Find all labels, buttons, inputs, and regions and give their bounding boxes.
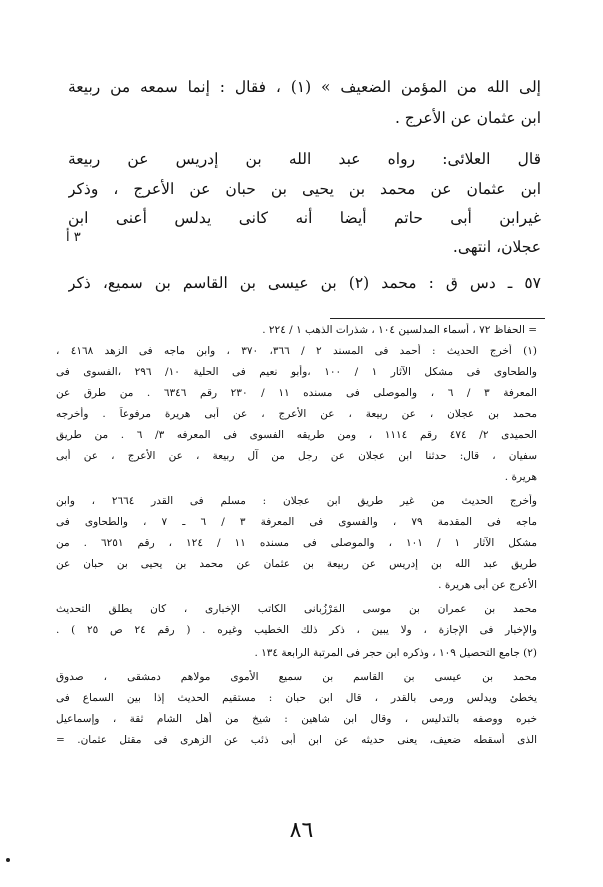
main-text-line: قال العلائى: رواه عبد الله بن إدريس عن ربيعة [68, 150, 541, 168]
footnote-line: خبره ووصفه بالتدليس ، وقال ابن شاهين : شيخ من أهل الشام ثقة ، وإسماعيل [56, 713, 537, 725]
main-text-line: ابن عثمان عن الأعرج . [394, 109, 541, 127]
footnote-line: مشكل الآثار ١ / ١٠١ ، والموصلى فى مسنده ١١ / ١٢٤ ، رقم ٦٢٥١ . من [56, 537, 537, 549]
footnote-line: محمد بن عيسى بن القاسم بن سميع الأموى مولاهم دمشقى ، صدوق [56, 671, 537, 683]
footnote-line: الأعرج عن أبى هريرة . [438, 579, 537, 591]
entry-heading-line: ٥٧ ـ دس ق : محمد (٢) بن عيسى بن القاسم بن سميع، ذكر [68, 274, 541, 292]
main-text-line: ابن عثمان عن محمد بن يحيى بن حبان عن الأعرج ، وذكر [68, 180, 541, 198]
footnote-line: المعرفة ٣ / ٦ ، والموصلى فى مسنده ١١ / ٢٣٠ رقم ٦٣٤٦ . من طرق عن [56, 387, 537, 399]
page-number: ٨٦ [289, 818, 314, 843]
footnote-line: والطحاوى فى مشكل الآثار ١ / ١٠٠ ،وأبو نعيم فى الحلية ١٠/ ٢٩٦ ،الفسوى فى [56, 366, 537, 378]
margin-mark: ٣ أ [66, 230, 81, 245]
footnote-line: الحميدى ٢/ ٤٧٤ رقم ١١١٤ ، ومن طريقه الفسوى فى المعرفه ٣/ ٦ . من طريق [56, 429, 537, 441]
footnote-line: يخطئ ويدلس ورمى بالقدر ، قال ابن حبان : مستقيم الحديث إذا بين السماع فى [56, 692, 537, 704]
footnote-line: (٢) جامع التحصيل ١٠٩ ، وذكره ابن حجر فى المرتبة الرابعة ١٣٤ . [254, 647, 537, 659]
scan-speck [6, 858, 10, 862]
footnote-line: = الحفاظ ٧٢ ، أسماء المدلسين ١٠٤ ، شذرات الذهب ١ / ٢٢٤ . [262, 324, 537, 336]
footnote-line: ماجه فى المقدمة ٧٩ ، والفسوى فى المعرفة ٣ / ٦ ـ ٧ ، والطحاوى فى [56, 516, 537, 528]
footnote-line: والإخبار فى الإجازة ، ولا يبين ، ذكر ذلك الخطيب وغيره . ( رقم ٢٤ ص ٢٥ ) . [56, 624, 537, 636]
footnote-line: محمد بن عجلان ، عن ربيعة ، عن الأعرج ، عن أبى هريرة مرفوعاً . وأخرجه [56, 408, 537, 420]
footnote-line: (١) أخرج الحديث : أحمد فى المسند ٢ / ٣٦٦، ٣٧٠ ، وابن ماجه فى الزهد ٤١٦٨ ، [56, 345, 537, 357]
footnote-separator [330, 318, 545, 319]
footnote-line: محمد بن عمران بن موسى المَرْزُبانى الكاتب الإخبارى ، كان يطلق التحديث [56, 603, 537, 615]
footnote-line: سفيان ، قال: حدثنا ابن عجلان عن رجل من آل ربيعة ، عن الأعرج ، عن أبى [56, 450, 537, 462]
footnote-line: وأخرج الحديث من غير طريق ابن عجلان : مسلم فى القدر ٢٦٦٤ ، وابن [56, 495, 537, 507]
main-text-line: إلى الله من المؤمن الضعيف » (١) ، فقال : إنما سمعه من ربيعة [68, 78, 541, 96]
main-text-line: عجلان، انتهى. [452, 238, 541, 256]
footnote-line: هريرة . [504, 471, 537, 483]
main-text-line: غيرابن أبى حاتم أيضا أنه كانى يدلس أعنى ابن [68, 209, 541, 227]
footnote-line: الذى أسقطه ضعيف، يعنى حديثه عن ابن أبى ذئب عن الزهرى فى مقتل عثمان. = [56, 734, 537, 746]
footnote-line: طريق عبد الله بن إدريس عن ربيعة بن عثمان عن محمد بن يحيى بن حبان عن [56, 558, 537, 570]
